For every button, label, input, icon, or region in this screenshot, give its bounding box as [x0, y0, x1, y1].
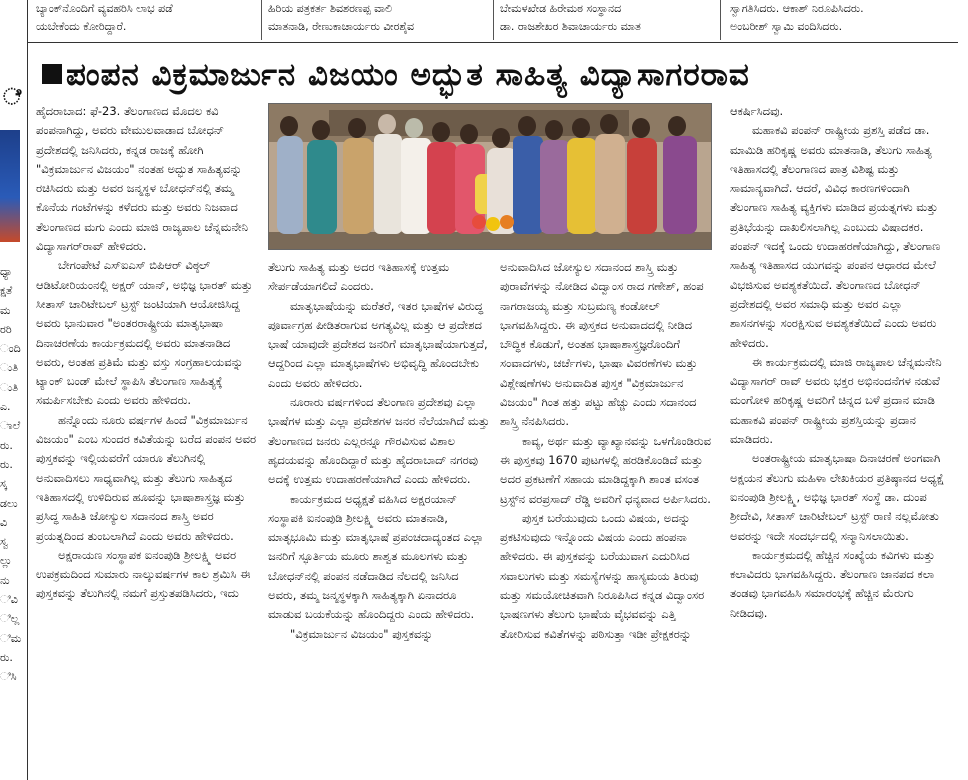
paragraph: ಮಾತೃಭಾಷೆಯನ್ನು ಮರೆತರೆ, ಇತರ ಭಾಷೆಗಳ ವಿರುದ್ಧ ಪೂರ್ವಾಗ್ರಹ ಪೀಡಿತರಾಗುವ ಅಗತ್ಯವಿಲ್ಲ ಮತ್ತು ಆ ಪ್ರದೇಶದ ಭಾಷೆ ಯಾವುದೇ ಪ್ರದೇಶದ ಜನರಿಗೆ ಮಾತೃಭಾಷೆಯಾಗುತ್ತದೆ, ಆದ್ದರಿಂದ ಎಲ್ಲಾ ಮಾತೃಭಾಷೆಗಳು ಅಭಿವೃದ್ಧಿ ಹೊಂದಬೇಕು ಎಂದು ಅವರು ಹೇಳಿದರು. — [268, 298, 488, 390]
left-strip-line: ವಿ — [0, 515, 8, 529]
paragraph: ಹೈದರಾಬಾದ: ಫೆ-23. ತೆಲಂಗಾಣದ ಮೊದಲ ಕವಿ ಪಂಪನಾಗಿದ್ದು, ಅವರು ವೇಮುಲವಾಡಾದ ಬೋಧನ್ ಪ್ರದೇಶದಲ್ಲಿ ಜನಿಸಿದರು, ಕನ್ನಡ ರಾಜಕ್ಕೆ ಹೋಗಿ "ವಿಕ್ರಮಾರ್ಜುನ ವಿಜಯಂ" ನಂತಹ ಅದ್ಭುತ ಸಾಹಿತ್ಯವನ್ನು ರಚಿಸಿದರು ಮತ್ತು ಅವರ ಜನ್ಮಸ್ಥಳ ಬೋಧನ್‌ನಲ್ಲಿ ತಮ್ಮ ಕೊನೆಯ ಗಂಟೆಗಳನ್ನು ಕಳೆದರು ಮತ್ತು ಅವರು ನಿಜವಾದ ತೆಲಂಗಾಣದ ಮಗು ಎಂದು ಮಾಜಿ ರಾಜ್ಯಪಾಲ ಚೆನ್ನಮನೇನಿ ವಿದ್ಯಾಸಾಗರ್‌ರಾವ್ ಹೇಳಿದರು. — [36, 104, 249, 254]
left-strip-line: ರು. — [0, 457, 13, 471]
left-strip-line: ಸ್ಕ — [0, 477, 7, 491]
left-strip-line: ಿವಿ — [0, 593, 18, 607]
top-strip-line: ಬೇಮಳಖೇಡ ಹಿರೇಮಠ ಸಂಸ್ಥಾನದ — [500, 2, 622, 15]
paragraph: ಈ ಕಾರ್ಯಕ್ರಮದಲ್ಲಿ ಮಾಜಿ ರಾಜ್ಯಪಾಲ ಚೆನ್ನಮನೇನಿ ವಿದ್ಯಾಸಾಗರ್ ರಾವ್ ಅವರು ಭಕ್ತರ ಅಭಿನಂದನೆಗಳ ನಡುವೆ ಮಂಗೋಳಿ ಹರಿಕೃಷ್ಣ ಅವರಿಗೆ ಚಿನ್ನದ ಬಳೆ ಪ್ರದಾನ ಮಾಡಿ ಮಹಾಕವಿ ಪಂಪನ್ ರಾಷ್ಟ್ರೀಯ ಪ್ರಶಸ್ತಿಯನ್ನು ಪ್ರದಾನ ಮಾಡಿದರು. — [730, 354, 942, 447]
paragraph: ಬೇಗಂಪೇಟೆ ಎಸ್‌ಐಎಸ್ ಬಿಪಿಆರ್ ವಿಠ್ಠಲ್ ಆಡಿಟೋರಿಯಂನಲ್ಲಿ ಅಕ್ಷರ್ ಯಾನ್, ಅಭಿಜ್ಞ ಭಾರತ್ ಮತ್ತು ಸೀತಾಸ್ ಚಾರಿಟೇಬಲ್ ಟ್ರಸ್ಟ್ ಜಂಟಿಯಾಗಿ ಆಯೋಜಿಸಿದ್ದ ಅವರು ಭಾನುವಾರ "ಅಂತರರಾಷ್ಟ್ರೀಯ ಮಾತೃಭಾಷಾ ದಿನಾಚರಣೆಯ ಕಾರ್ಯಕ್ರಮದಲ್ಲಿ ಅವರು ಮಾತನಾಡಿದ ಅವರು, ಅಂತಹ ಪ್ರತಿಮೆ ಮತ್ತು ವಸ್ತು ಸಂಗ್ರಹಾಲಯವನ್ನು ಟ್ಯಾಂಕ್ ಬಂಡ್ ಮೇಲೆ ಸ್ಥಾಪಿಸಿ ತೆಲಂಗಾಣ ಸಾಹಿತ್ಯಕ್ಕೆ ಸಮರ್ಪಿಸಬೇಕು ಎಂದು ಅವರು ಹೇಳಿದರು. — [36, 258, 253, 408]
top-strip-col1 — [36, 0, 258, 40]
left-strip-line: ಿಲ್ಲ — [0, 612, 20, 626]
paragraph: ಹನ್ನೊಂದು ನೂರು ವರ್ಷಗಳ ಹಿಂದೆ "ವಿಕ್ರಮಾರ್ಜುನ ವಿಜಯಂ" ಎಂಬ ಸುಂದರ ಕವಿತೆಯನ್ನು ಬರೆದ ಪಂಪನ ಅವರ ಪುಸ್ತಕವನ್ನು ಇಲ್ಲಿಯವರೆಗೆ ಯಾರೂ ತೆಲುಗಿನಲ್ಲಿ ಅನುವಾದಿಸಲು ಸಾಧ್ಯವಾಗಿಲ್ಲ ಮತ್ತು ತೆಲುಗು ಸಾಹಿತ್ಯದ ಇತಿಹಾಸದಲ್ಲಿ ಉಳಿದಿರುವ ಹೂವನ್ನು ಭಾಷಾಶಾಸ್ತ್ರಜ್ಞ ಮತ್ತು ಪ್ರಸಿದ್ಧ ಸಾಹಿತಿ ಜೋಸ್ಯುಲ ಸದಾನಂದ ಶಾಸ್ತ್ರಿ ಅವರ ಪ್ರಯತ್ನದಿಂದ ತುಂಬಲಾಗಿದೆ ಎಂದು ಅವರು ಹೇಳಿದರು. — [36, 412, 257, 543]
top-strip-col2 — [268, 0, 490, 40]
top-strip-col3 — [500, 0, 712, 40]
left-strip-line: ರು. — [0, 438, 13, 452]
article-column-3 — [500, 258, 712, 778]
top-strip-line: ಡಾ. ರಾಜಶೇಖರ ಶಿವಾಚಾರ್ಯರು ಮಾತ — [500, 20, 641, 33]
paragraph: "ವಿಕ್ರಮಾರ್ಜುನ ವಿಜಯಂ" ಪುಸ್ತಕವನ್ನು — [290, 626, 433, 641]
left-glyph-fragment: ೆ — [3, 85, 22, 110]
paragraph: ನೂರಾರು ವರ್ಷಗಳಿಂದ ತೆಲಂಗಾಣ ಪ್ರದೇಶವು ಎಲ್ಲಾ ಭಾಷೆಗಳ ಮತ್ತು ಎಲ್ಲಾ ಪ್ರದೇಶಗಳ ಜನರ ನೆಲೆಯಾಗಿದೆ ಮತ್ತು ತೆಲಂಗಾಣದ ಜನರು ಎಲ್ಲರನ್ನೂ ಗೌರವಿಸುವ ವಿಶಾಲ ಹೃದಯವನ್ನು ಹೊಂದಿದ್ದಾರೆ ಮತ್ತು ಹೈದರಾಬಾದ್ ನಗರವು ಅದಕ್ಕೆ ಉತ್ತಮ ಉದಾಹರಣೆಯಾಗಿದೆ ಎಂದು ಹೇಳಿದರು. — [268, 395, 490, 487]
top-strip-line: ಮಾತನಾಡಿ, ರೇಣುಕಾಚಾರ್ಯರು ವೀರಶೈವ — [268, 20, 415, 33]
article-column-2 — [268, 258, 490, 778]
article-column-1 — [36, 102, 258, 778]
paragraph: ಪುಸ್ತಕ ಬರೆಯುವುದು ಒಂದು ವಿಷಯ, ಅದನ್ನು ಪ್ರಕಟಿಸುವುದು ಇನ್ನೊಂದು ವಿಷಯ ಎಂದು ಹಂಪನಾ ಹೇಳಿದರು. ಈ ಪುಸ್ತಕವನ್ನು ಬರೆಯುವಾಗ ಎದುರಿಸಿದ ಸವಾಲುಗಳು ಮತ್ತು ಸಮಸ್ಯೆಗಳನ್ನು ಹಾಸ್ಯಮಯ ತಿರುವು ಮತ್ತು ಸಮಯೋಚಿತವಾಗಿ ನಿರೂಪಿಸಿದ ಕನ್ನಡ ವಿದ್ವಾಂಸರ ಭಾಷಣಗಳು ತೆಲುಗು ಭಾಷೆಯ ವೈಭವವನ್ನು ಎತ್ತಿ ತೋರಿಸುವ ಕವಿತೆಗಳನ್ನು ಪಠಿಸುತ್ತಾ ಇಡೀ ಪ್ರೇಕ್ಷಕರನ್ನು — [500, 510, 705, 641]
top-strip-col4 — [730, 0, 950, 40]
headline: ಪಂಪನ ವಿಕ್ರಮಾರ್ಜುನ ವಿಜಯಂ ಅದ್ಭುತ ಸಾಹಿತ್ಯ ವಿದ್ಯಾಸಾಗರರಾವ — [66, 57, 750, 93]
top-strip-line: ಬ್ಯಾಂಕ್‌ನೊಂದಿಗೆ ವ್ಯವಹರಿಸಿ ಲಾಭ ಪಡೆ — [36, 2, 173, 15]
left-photo-fragment — [0, 130, 20, 242]
left-strip-line: ುತಿ — [0, 361, 19, 375]
left-strip-line: ಕ್ಷತೆ — [0, 284, 13, 298]
top-strip-line: ಸ್ವಾಗತಿಸಿದರು. ಆಕಾಶ್ ನಿರೂಪಿಸಿದರು. — [730, 2, 864, 15]
paragraph: ಕಾರ್ಯಕ್ರಮದ ಅಧ್ಯಕ್ಷತೆ ವಹಿಸಿದ ಅಕ್ಷರಯಾನ್ ಸಂಸ್ಥಾಪಕಿ ಐನಂಪುಡಿ ಶ್ರೀಲಕ್ಷ್ಮಿ ಅವರು ಮಾತನಾಡಿ, ಮಾತೃಭೂಮಿ ಮತ್ತು ಮಾತೃಭಾಷೆ ಪ್ರಪಂಚದಾದ್ಯಂತದ ಎಲ್ಲಾ ಜನರಿಗೆ ಸ್ಫೂರ್ತಿಯ ಮೂರು ಶಾಶ್ವತ ಮೂಲಗಳು ಮತ್ತು ಬೋಧನ್‌ನಲ್ಲಿ ಪಂಪನ ನಡೆದಾಡಿದ ನೆಲದಲ್ಲಿ ಜನಿಸಿದ ಅವರು, ತಮ್ಮ ಜನ್ಮಸ್ಥಳಕ್ಕಾಗಿ ಸಾಹಿತ್ಯಕ್ಕಾಗಿ ಏನಾದರೂ ಮಾಡುವ ಬಯಕೆಯನ್ನು ಹೊಂದಿದ್ದರು ಎಂದು ಹೇಳಿದರು. — [268, 491, 484, 622]
paragraph: ಮಹಾಕವಿ ಪಂಪನ್ ರಾಷ್ಟ್ರೀಯ ಪ್ರಶಸ್ತಿ ಪಡೆದ ಡಾ. ಮಾಮಿಡಿ ಹರಿಕೃಷ್ಣ ಅವರು ಮಾತನಾಡಿ, ತೆಲುಗು ಸಾಹಿತ್ಯ ಇತಿಹಾಸದಲ್ಲಿ ತೆಲಂಗಾಣದ ಪಾತ್ರ ವಿಶಿಷ್ಟ ಮತ್ತು ಸಾಮಾನ್ಯವಾಗಿದೆ. ಆದರೆ, ವಿವಿಧ ಕಾರಣಗಳಿಂದಾಗಿ ತೆಲಂಗಾಣ ಸಾಹಿತ್ಯ ವ್ಯಕ್ತಿಗಳು ಮಾಡಿದ ಪ್ರಯತ್ನಗಳು ಮತ್ತು ಪ್ರತಿಭೆಯನ್ನು ದಾಖಲಿಸಲಾಗಿಲ್ಲ ಎಂಬುದು ವಿಷಾದಕರ. ಪಂಪನ್ ಇದಕ್ಕೆ ಒಂದು ಉದಾಹರಣೆಯಾಗಿದ್ದು, ತೆಲಂಗಾಣ ಸಾಹಿತ್ಯ ಇತಿಹಾಸದ ಯುಗವನ್ನು ಪಂಪನ ಆಧಾರದ ಮೇಲೆ ವಿಭಜಿಸುವ ಅವಶ್ಯಕತೆಯಿದೆ. ತೆಲಂಗಾಣದ ಬೋಧನ್ ಪ್ರದೇಶದಲ್ಲಿ ಅವರ ಸಮಾಧಿ ಮತ್ತು ಅವರ ಎಲ್ಲಾ ಶಾಸನಗಳನ್ನು ಸಂರಕ್ಷಿಸುವ ಅವಶ್ಯಕತೆಯಿದೆ ಎಂದು ಅವರು ಹೇಳಿದರು. — [730, 123, 941, 350]
paragraph: ಅನುವಾದಿಸಿದ ಜೋಸ್ಯುಲ ಸದಾನಂದ ಶಾಸ್ತ್ರಿ ಮತ್ತು ಪುರಾವೆಗಳನ್ನು ನೋಡಿದ ವಿದ್ವಾಂಸ ರಾದ ಗಣೇಶ್, ಹಂಪ ನಾಗರಾಜಯ್ಯ ಮತ್ತು ಸುಬ್ರಮಣ್ಯ ಕಂಡೋಲ್ ಭಾಗವಹಿಸಿದ್ದರು. ಈ ಪುಸ್ತಕದ ಅನುವಾದದಲ್ಲಿ ನೀಡಿದ ಬೌದ್ಧಿಕ ಕೊಡುಗೆ, ಅಂತಹ ಭಾಷಾಶಾಸ್ತ್ರಜ್ಞರೊಂದಿಗೆ ಸಂವಾದಗಳು, ಚರ್ಚೆಗಳು, ಭಾಷಾ ವಿವರಣೆಗಳು ಮತ್ತು ವಿಶ್ಲೇಷಣೆಗಳು ಅನುವಾದಿತ ಪುಸ್ತಕ "ವಿಕ್ರಮಾರ್ಜುನ ವಿಜಯಂ" ಗಿಂತ ಹತ್ತು ಪಟ್ಟು ಹೆಚ್ಚು ಎಂದು ಸದಾನಂದ ಶಾಸ್ತ್ರಿ ನೆನಪಿಸಿದರು. — [500, 260, 704, 429]
paragraph: ಅಕ್ಷರಾಯಣ ಸಂಸ್ಥಾಪಕ ಐನಂಪುಡಿ ಶ್ರೀಲಕ್ಷ್ಮಿ ಅವರ ಉಪಕ್ರಮದಿಂದ ಸುಮಾರು ನಾಲ್ಕುವರ್ಷಗಳ ಕಾಲ ಶ್ರಮಿಸಿ ಈ ಪುಸ್ತಕವನ್ನು ತೆಲುಗಿನಲ್ಲಿ ನಮಗೆ ಪ್ರಸ್ತುತಪಡಿಸಿದರು, ಇದು — [36, 547, 251, 601]
left-strip-line: ುತಿ — [0, 380, 19, 394]
column-divider — [493, 0, 494, 40]
paragraph: ತೆಲುಗು ಸಾಹಿತ್ಯ ಮತ್ತು ಅದರ ಇತಿಹಾಸಕ್ಕೆ ಉತ್ತಮ ಸೇರ್ಪಡೆಯಾಗಲಿದೆ ಎಂದರು. — [268, 260, 450, 294]
left-strip-line: ನು — [0, 573, 10, 587]
paragraph: ಕಾರ್ಯಕ್ರಮದಲ್ಲಿ ಹೆಚ್ಚಿನ ಸಂಖ್ಯೆಯ ಕವಿಗಳು ಮತ್ತು ಕಲಾವಿದರು ಭಾಗವಹಿಸಿದ್ದರು. ತೆಲಂಗಾಣ ಜಾನಪದ ಕಲಾ ತಂಡವು ಭಾಗವಹಿಸಿ ಸಮಾರಂಭಕ್ಕೆ ಹೆಚ್ಚಿನ ಮೆರುಗು ನೀಡಿದವು. — [730, 547, 935, 620]
left-strip-line: ಂದಿ — [0, 342, 21, 356]
left-strip-line: ಡಲು — [0, 496, 18, 510]
paragraph: ಅಂತರಾಷ್ಟ್ರೀಯ ಮಾತೃಭಾಷಾ ದಿನಾಚರಣೆ ಅಂಗವಾಗಿ ಅಕ್ಷಯನ ತೆಲುಗು ಮಹಿಳಾ ಲೇಖಕಿಯರ ಪ್ರತಿಷ್ಠಾನದ ಅಧ್ಯಕ್ಷೆ ಐನಂಪುಡಿ ಶ್ರೀಲಕ್ಷ್ಮಿ, ಅಭಿಜ್ಞ ಭಾರತ್ ಸಂಸ್ಥೆ ಡಾ. ದುಂಪ ಶ್ರೀದೇವಿ, ಸೀತಾಸ್ ಚಾರಿಟೇಬಲ್ ಟ್ರಸ್ಟ್ ರಾಣಿ ನಲ್ಲಮೋತು ಅವರನ್ನು ಇದೇ ಸಂದರ್ಭದಲ್ಲಿ ಸನ್ಮಾನಿಸಲಾಯಿತು. — [730, 451, 945, 543]
top-strip-line: ಅಂಬರೀಶ್ ಸ್ವಾಮಿ ವಂದಿಸಿದರು. — [730, 20, 843, 33]
top-strip-line: ಹಿರಿಯ ಪತ್ರಕರ್ತ ಶಿವಶರಣಪ್ಪ ವಾಲಿ — [268, 2, 393, 15]
page-left-divider — [27, 0, 28, 780]
article-column-4 — [730, 102, 950, 778]
left-strip-line: ಲ್ಲು — [0, 554, 12, 568]
left-strip-text — [0, 262, 24, 687]
left-strip-line: ರು. — [0, 650, 13, 664]
left-strip-line: ಸ್ವ — [0, 535, 8, 549]
left-strip-line: ಮ — [0, 303, 11, 317]
paragraph: ಕಾವ್ಯ, ಅರ್ಥ ಮತ್ತು ವ್ಯಾಖ್ಯಾನವನ್ನು ಒಳಗೊಂಡಿರುವ ಈ ಪುಸ್ತಕವು 1670 ಪುಟಗಳಲ್ಲಿ ಹರಡಿಕೊಂಡಿದೆ ಮತ್ತು ಅದರ ಪ್ರಕಟಣೆಗೆ ಸಹಾಯ ಮಾಡಿದ್ದಕ್ಕಾಗಿ ಶಾಂತ ವಸಂತ ಟ್ರಸ್ಟ್‌ನ ವರಪ್ರಸಾದ್ ರೆಡ್ಡಿ ಅವರಿಗೆ ಧನ್ಯವಾದ ಅರ್ಪಿಸಿದರು. — [500, 433, 711, 506]
top-divider — [28, 42, 958, 43]
column-divider — [720, 0, 721, 40]
left-strip-line: ಿಸಿ — [0, 670, 17, 684]
left-strip-line: ಾಲೆ — [0, 419, 21, 433]
left-strip-line: ಧ್ಯಾ — [0, 265, 13, 278]
left-strip-line: ರರಿ — [0, 322, 12, 336]
paragraph: ಆಕರ್ಷಿಸಿದವು. — [730, 104, 784, 118]
left-strip-line: ಿಮ — [0, 631, 22, 645]
column-divider — [261, 0, 262, 40]
top-strip-line: ಯಬೇಕೆಂದು ಕೋರಿದ್ದಾರೆ. — [36, 20, 127, 33]
left-strip-line: ಎ. — [0, 400, 11, 414]
event-photo — [268, 103, 712, 250]
